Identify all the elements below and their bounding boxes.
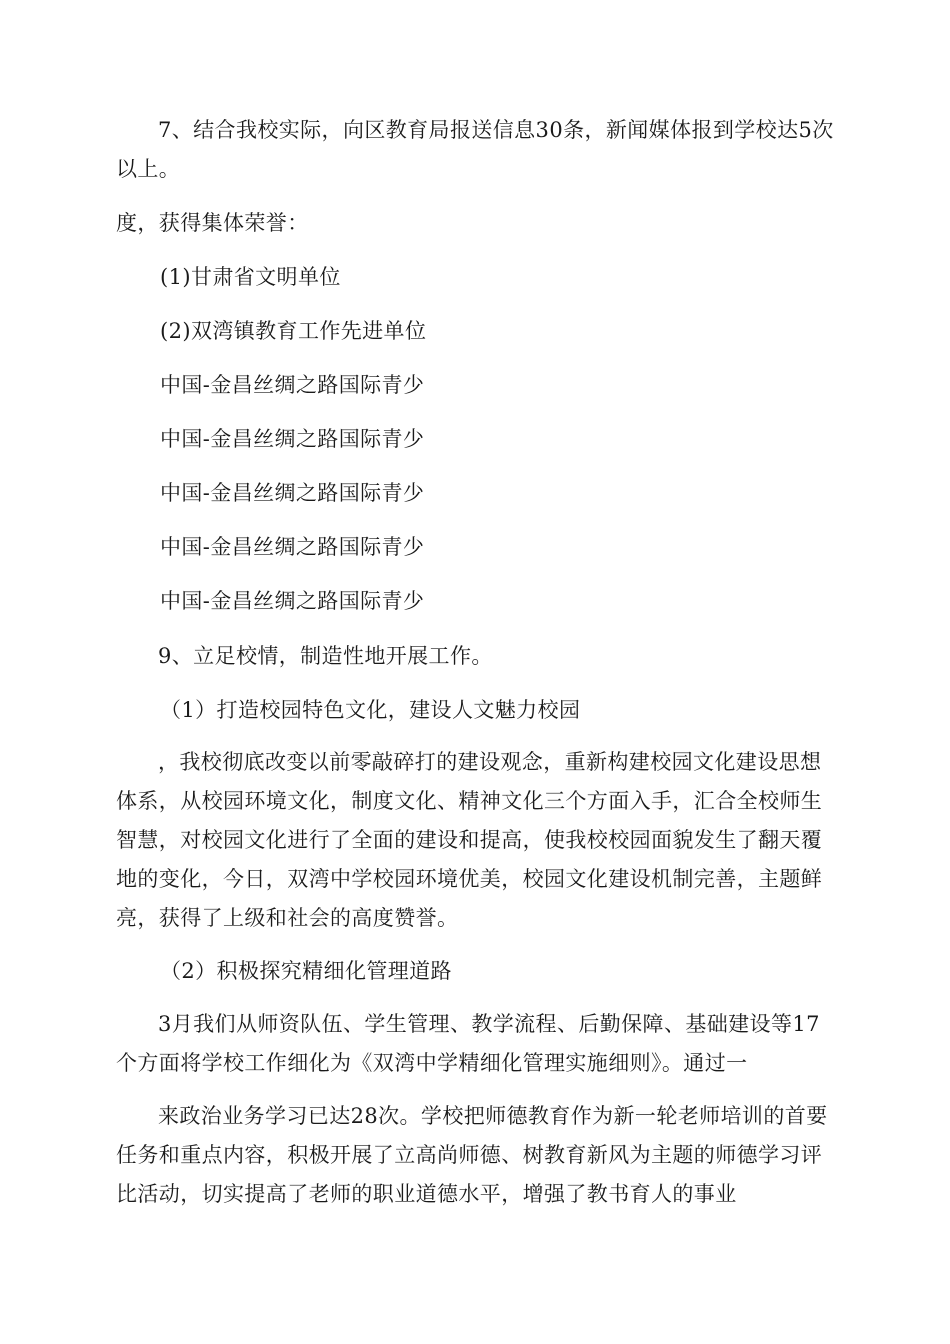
paragraph-campus-culture: ，我校彻底改变以前零敲碎打的建设观念，重新构建校园文化建设思想体系，从校园环境文化，制度文化、精神文化三个方面入手，汇合全校师生智慧，对校园文化进行了全面的建设和提高，使我校校园面貌发生了翻天覆地的变化，今日，双湾中学校园环境优美，校园文化建设机制完善，主题鲜亮，获得了上级和社会的高度赞誉。 xyxy=(116,750,823,930)
paragraph-7-report: 7、结合我校实际，向区教育局报送信息30条，新闻媒体报到学校达5次以上。 xyxy=(116,118,834,181)
paragraph-teacher-ethics: 来政治业务学习已达28次。学校把师德教育作为新一轮老师培训的首要任务和重点内容，积极开展了立高尚师德、树教育新风为主题的师德学习评比活动，切实提高了老师的职业道德水平，增强了教书育人的事业 xyxy=(116,1104,828,1206)
paragraph-fine-management: 3月我们从师资队伍、学生管理、教学流程、后勤保障、基础建设等17个方面将学校工作细化为《双湾中学精细化管理实施细则》。通过一 xyxy=(116,1012,820,1075)
honor-item-4: 中国-金昌丝绸之路国际青少 xyxy=(160,427,425,451)
paragraph-honors-intro: 度，获得集体荣誉： xyxy=(116,211,309,235)
honor-item-7: 中国-金昌丝绸之路国际青少 xyxy=(160,589,425,613)
honor-item-5: 中国-金昌丝绸之路国际青少 xyxy=(160,481,425,505)
subheading-1-campus-culture: （1）打造校园特色文化，建设人文魅力校园 xyxy=(160,698,581,722)
honor-item-1: (1)甘肃省文明单位 xyxy=(160,265,341,289)
subheading-2-fine-management: （2）积极探究精细化管理道路 xyxy=(160,959,452,983)
honor-item-2: (2)双湾镇教育工作先进单位 xyxy=(160,319,427,343)
honor-item-3: 中国-金昌丝绸之路国际青少 xyxy=(160,373,425,397)
paragraph-9-heading: 9、立足校情，制造性地开展工作。 xyxy=(158,644,493,668)
honor-item-6: 中国-金昌丝绸之路国际青少 xyxy=(160,535,425,559)
